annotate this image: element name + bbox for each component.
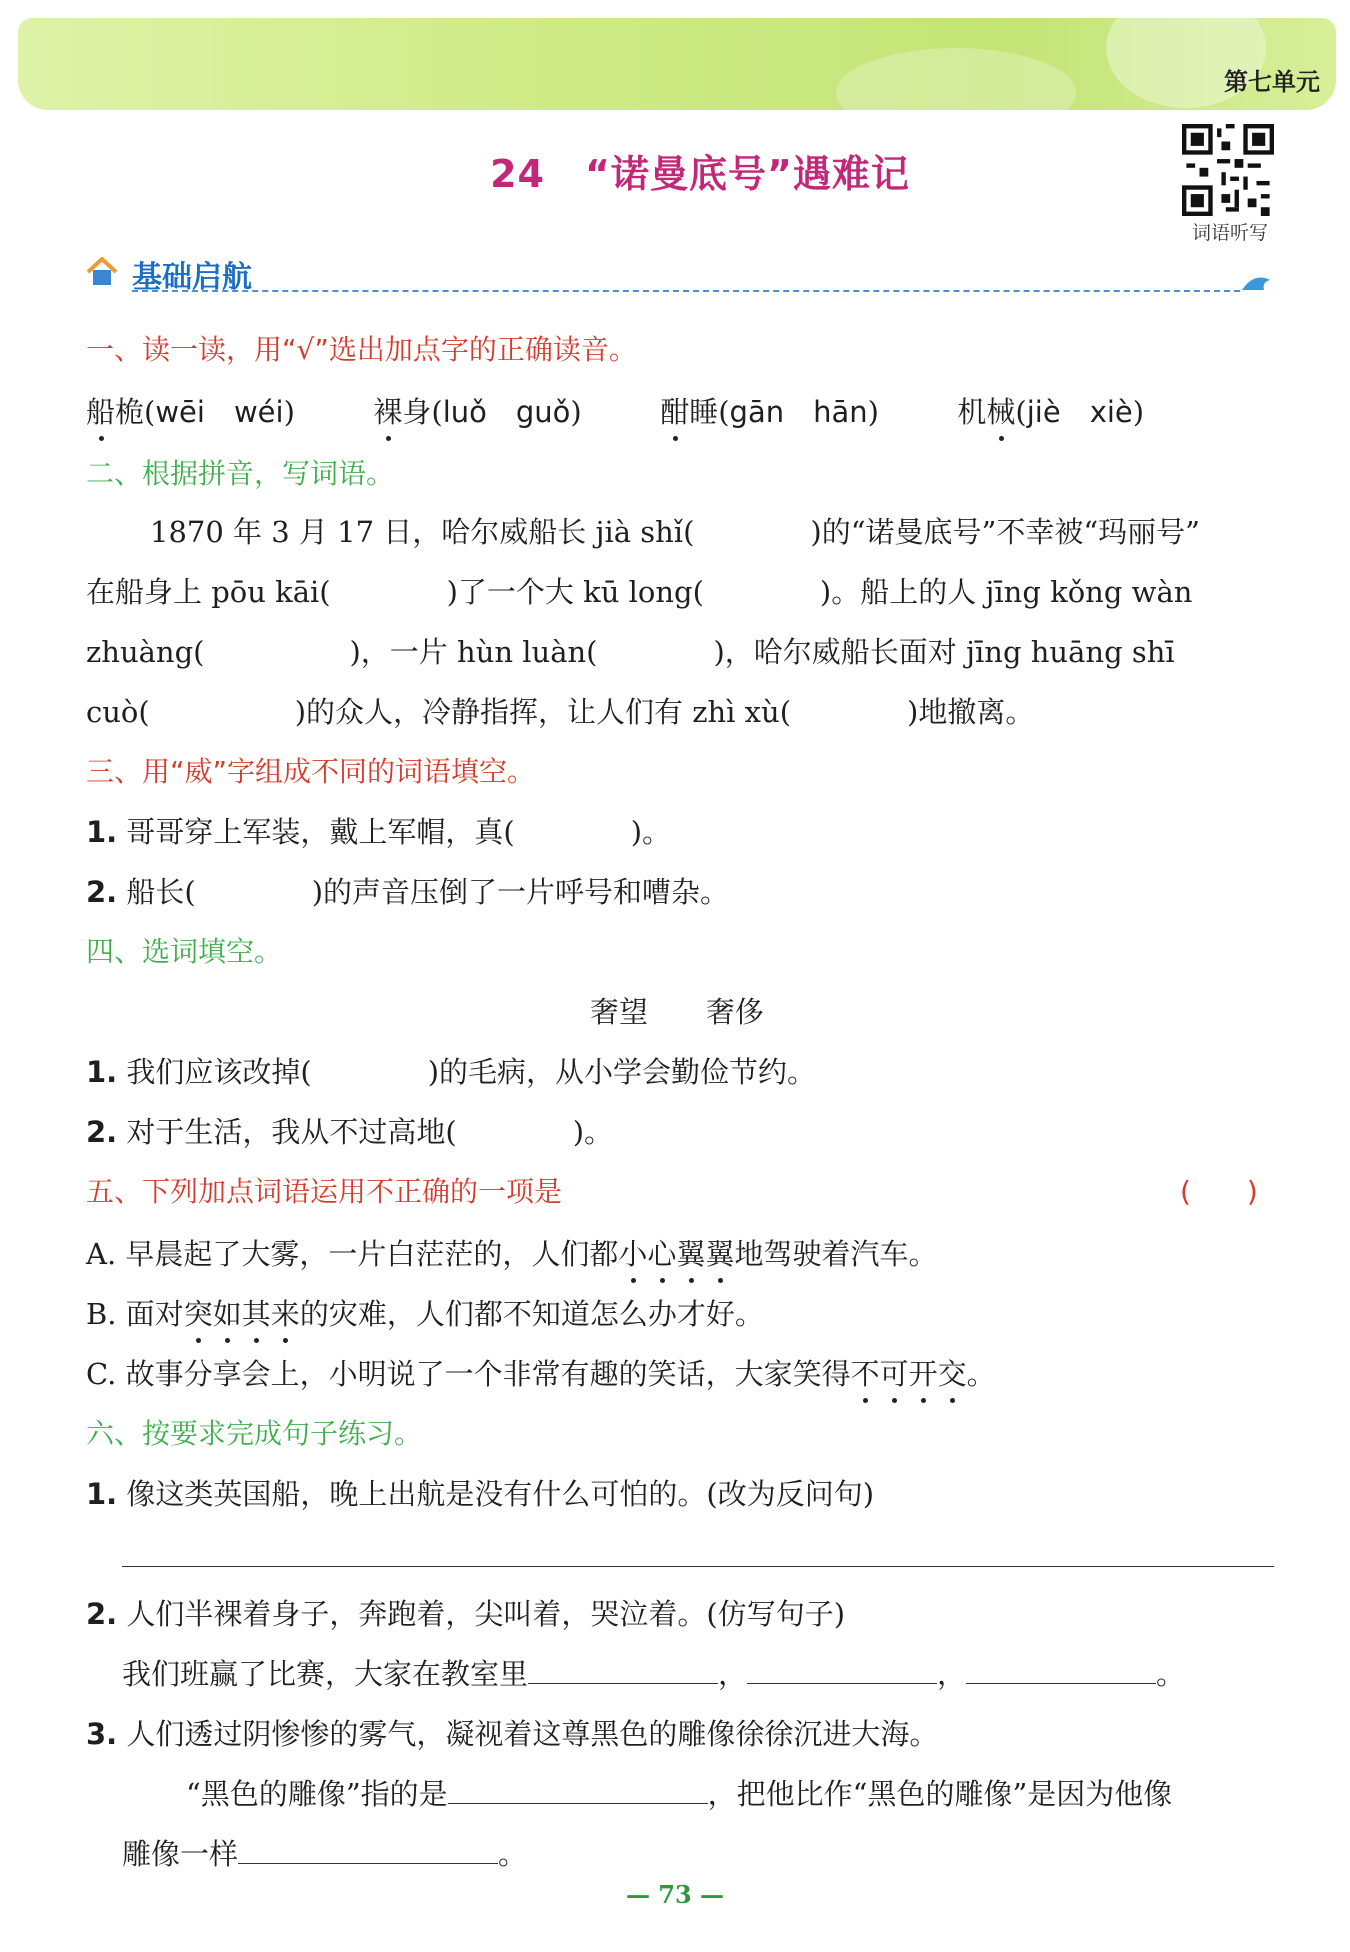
q1-heading: 一、读一读，用“√”选出加点字的正确读音。 — [86, 333, 637, 366]
q1-item: 船桅(wēi wéi) — [86, 395, 295, 429]
dotted-char: 来 — [271, 1292, 300, 1333]
dotted-char: 如 — [213, 1292, 242, 1333]
q6-item-3-fill-b: 雕像一样 。 — [122, 1837, 528, 1871]
dotted-char: 翼 — [705, 1232, 734, 1273]
wave-icon — [1240, 270, 1280, 294]
q6-item-3-fill-a: “黑色的雕像”指的是 ，把他比作“黑色的雕像”是因为他像 — [186, 1777, 1173, 1811]
q1-row — [86, 390, 1144, 431]
q5-option-c[interactable]: C. 故事分享会上，小明说了一个非常有趣的笑话，大家笑得不可开交。 — [86, 1352, 996, 1393]
blank-2[interactable] — [747, 1657, 937, 1684]
q5-option-b[interactable]: B. 面对突如其来的灾难，人们都不知道怎么办才好。 — [86, 1292, 764, 1333]
q6-item-2-fill: 我们班赢了比赛，大家在教室里 ， ， 。 — [122, 1657, 1186, 1691]
dotted-char: 不 — [851, 1352, 880, 1393]
q2-heading: 二、根据拼音，写词语。 — [86, 457, 395, 490]
q2-line: 1870 年 3 月 17 日，哈尔威船长 jià shǐ( )的“诺曼底号”不幸被“玛丽号” — [150, 515, 1201, 549]
q6-item-2: 2. 人们半裸着身子，奔跑着，尖叫着，哭泣着。(仿写句子) — [86, 1597, 846, 1631]
section-divider — [132, 290, 1240, 292]
q4-item-1: 1. 我们应该改掉( )的毛病，从小学会勤俭节约。 — [86, 1055, 817, 1089]
q5-answer-paren[interactable]: ( ) — [1180, 1175, 1258, 1208]
page-number: — 73 — — [625, 1880, 725, 1909]
q5-option-a[interactable]: A. 早晨起了大雾，一片白茫茫的，人们都小心翼翼地驾驶着汽车。 — [86, 1232, 937, 1273]
dotted-char: 小 — [618, 1232, 647, 1273]
q2-line: 在船身上 pōu kāi( )了一个大 kū long( )。船上的人 jīng kǒng wàn — [86, 575, 1193, 609]
q4-heading: 四、选词填空。 — [86, 935, 283, 968]
lesson-number: 24 — [490, 152, 545, 196]
qr-code-icon[interactable] — [1182, 124, 1274, 216]
blank-1[interactable] — [528, 1657, 718, 1684]
dotted-phrase — [184, 1297, 300, 1331]
decorative-leaf — [836, 48, 1076, 110]
answer-line[interactable] — [122, 1566, 1274, 1567]
blank-4[interactable] — [448, 1777, 708, 1804]
house-icon — [84, 256, 120, 288]
dotted-char: 翼 — [676, 1232, 705, 1273]
q2-line: cuò( )的众人，冷静指挥，让人们有 zhì xù( )地撤离。 — [86, 695, 1035, 729]
page-title — [0, 143, 1350, 198]
unit-label: 第七单元 — [1224, 68, 1320, 96]
blank-3[interactable] — [966, 1657, 1156, 1684]
q3-item-1: 1. 哥哥穿上军装，戴上军帽，真( )。 — [86, 815, 672, 849]
dotted-char: 交 — [938, 1352, 967, 1393]
dotted-char: 突 — [184, 1292, 213, 1333]
dotted-char: 可 — [880, 1352, 909, 1393]
blank-5[interactable] — [238, 1837, 498, 1864]
section-title: 基础启航 — [132, 260, 252, 295]
dotted-char: 其 — [242, 1292, 271, 1333]
qr-caption: 词语听写 — [1191, 222, 1268, 244]
header-banner — [18, 18, 1336, 110]
q4-item-2: 2. 对于生活，我从不过高地( )。 — [86, 1115, 614, 1149]
dotted-char: 开 — [909, 1352, 938, 1393]
q6-item-1: 1. 像这类英国船，晚上出航是没有什么可怕的。(改为反问句) — [86, 1477, 875, 1511]
q3-item-2: 2. 船长( )的声音压倒了一片呼号和嘈杂。 — [86, 875, 730, 909]
section-header — [84, 250, 1280, 294]
q3-heading: 三、用“威”字组成不同的词语填空。 — [86, 755, 536, 788]
q6-item-3: 3. 人们透过阴惨惨的雾气，凝视着这尊黑色的雕像徐徐沉进大海。 — [86, 1717, 939, 1751]
q1-item: 机械(jiè xiè) — [957, 395, 1144, 429]
q4-word-options: 奢望 奢侈 — [590, 995, 765, 1029]
dotted-phrase — [851, 1357, 967, 1391]
q1-item: 酣睡(gān hān) — [660, 395, 879, 429]
q1-item: 裸身(luǒ guǒ) — [373, 395, 581, 429]
lesson-title: “诺曼底号”遇难记 — [584, 152, 910, 196]
dotted-char: 心 — [647, 1232, 676, 1273]
q2-line: zhuàng( )，一片 hùn luàn( )，哈尔威船长面对 jīng huāng shī — [86, 635, 1175, 669]
dotted-phrase — [618, 1237, 734, 1271]
q6-heading: 六、按要求完成句子练习。 — [86, 1417, 423, 1450]
q5-heading: 五、下列加点词语运用不正确的一项是 — [86, 1175, 563, 1208]
